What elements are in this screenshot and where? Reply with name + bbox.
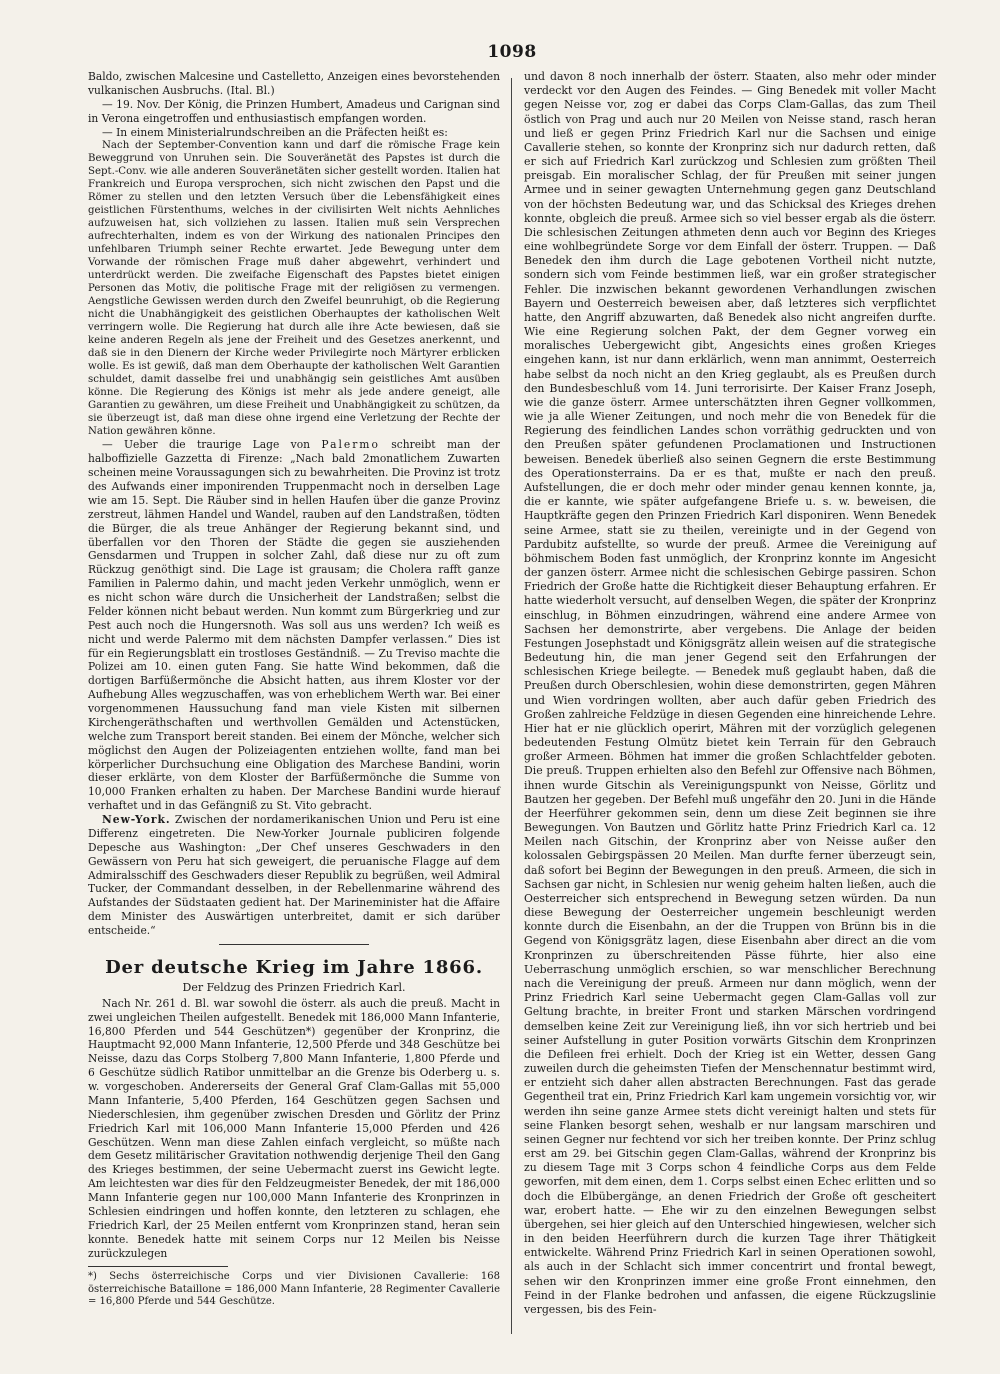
paragraph-palermo (88, 438, 500, 813)
left-column (88, 70, 500, 1309)
palermo-text: schreibt man der halboffizielle Gazzetta di Firenze: „Nach bald 2monatlichem Zuwarten scheinen meine Voraussagungen sich zu bewahrheiten. Die Provinz ist trotz des Aufwands einer imponirenden Truppenmacht noch in derselben Lage wie am 15. Sept. Die Räuber sind in hellen Haufen über die ganze Provinz zerstreut, lähmen Handel und Wandel, rauben auf den Landstraßen, tödten die Bürger, die als treue Anhänger der Regierung bekannt sind, und überfallen vor den Thoren der Städte die gegen sie ausziehenden Gensdarmen und Truppen in solcher Zahl, daß diese nur zu oft zum Rückzug genöthigt sind. Die Lage ist grausam; die Cholera rafft ganze Familien in Palermo dahin, und macht jeden Verkehr unmöglich, wenn er es nicht schon wäre durch die Unsicherheit der Landstraßen; selbst die Felder können nicht bebaut werden. Nun kommt zum Bürgerkrieg und zur Pest auch noch die Hungersnoth. Was soll aus uns werden? Ich weiß es nicht und werde Palermo mit dem nächsten Dampfer verlassen.“ Dies ist für ein Regierungsblatt ein trostloses Geständniß. — Zu Treviso machte die Polizei am 10. einen guten Fang. Sie hatte Wind bekommen, daß die dortigen Barfüßermönche die Absicht hatten, aus ihrem Kloster vor der Aufhebung Alles wegzuschaffen, was von erheblichem Werth war. Bei einer vorgenommenen Haussuchung fand man viele Kisten mit silbernen Kirchengeräthschaften und werthvollen Gemälden und Actenstücken, welche zum Transport bereit standen. Bei einem der Mönche, welcher sich möglichst den Augen der Polizeiagenten entziehen wollte, fand man bei körperlicher Durchsuchung eine Obligation des Marchese Bandini, worin dieser erklärte, von dem Kloster der Barfüßermönche die Summe von 10,000 Franken erhalten zu haben. Der Marchese Bandini wurde hierauf verhaftet und in das Gefängniß zu St. Vito gebracht. (88, 438, 500, 813)
paragraph-vulkan: Baldo, zwischen Malcesine und Castelletto, Anzeigen eines bevorstehenden vulkanischen Ausbruchs. (Ital. Bl.) (88, 70, 500, 97)
section-divider (219, 944, 369, 945)
column-rule (511, 78, 512, 1334)
page-number: 1098 (487, 42, 537, 62)
new-york-text: Zwischen der nordamerikanischen Union und Peru ist eine Differenz eingetreten. Die New-Yorker Journale publiciren folgende Depesche aus Washington: „Der Chef unseres Geschwaders in den Gewässern von Peru hat sich geweigert, die peruanische Flagge auf dem Admiralsschiff des Geschwaders dieser Republik zu begrüßen, weil Admiral Tucker, der Commandant desselben, in der Rebellenmarine während des Aufstandes der Südstaaten gedient hat. Der Marineminister hat die Affaire dem Minister des Auswärtigen unterbreitet, damit er sich darüber entscheide.“ (88, 813, 500, 937)
footnote: *) Sechs österreichische Corps und vier Divisionen Cavallerie: 168 österreichische Bataillone = 186,000 Mann Infanterie, 28 Regimenter Cavallerie = 16,800 Pferde und 544 Geschütze. (88, 1271, 500, 1308)
article-title: Der deutsche Krieg im Jahre 1866. (105, 956, 483, 978)
palermo-place: Palermo (321, 438, 380, 452)
footnote-divider (88, 1266, 228, 1267)
paragraph-new-york (88, 813, 500, 938)
new-york-heading: New-York. (102, 813, 171, 826)
article-paragraph: Nach Nr. 261 d. Bl. war sowohl die österr. als auch die preuß. Macht in zwei ungleichen Theilen aufgestellt. Benedek mit 186,000 Mann Infanterie, 16,800 Pferden und 544 Geschützen*) gegenüber der Kronprinz, die Hauptmacht 92,000 Mann Infanterie, 12,500 Pferde und 348 Geschütze bei Neisse, dazu das Corps Stolberg 7,800 Mann Infanterie, 1,800 Pferde und 6 Geschütze südlich Ratibor unmittelbar an die Grenze bis Oderberg u. s. w. vorgeschoben. Andererseits der General Graf Clam-Gallas mit 55,000 Mann Infanterie, 5,400 Pferden, 164 Geschützen gegen Sachsen und Niederschlesien, ihm gegenüber zwischen Dresden und Görlitz der Prinz Friedrich Karl mit 106,000 Mann Infanterie 15,000 Pferden und 426 Geschützen. Wenn man diese Zahlen einfach vergleicht, so müßte nach dem Gesetz militärischer Gravitation nothwendig derjenige Theil den Gang des Krieges bestimmen, der seine Uebermacht zuerst ins Gewicht legte. Am leichtesten war dies für den Feldzeugmeister Benedek, der mit 186,000 Mann Infanterie gegen nur 100,000 Mann Infanterie des Kronprinzen in Schlesien eindringen und hoffen konnte, den letzteren zu schlagen, ehe Friedrich Karl, der 25 Meilen entfernt vom Kronprinzen stand, heran sein konnte. Benedek hatte mit seinem Corps nur 12 Meilen bis Neisse zurückzulegen (88, 996, 500, 1260)
palermo-lead: — Ueber die traurige Lage von (102, 438, 311, 452)
paragraph-king-verona: — 19. Nov. Der König, die Prinzen Humbert, Amadeus und Carignan sind in Verona eingetroffen und enthusiastisch empfangen worden. (88, 97, 500, 125)
right-column (524, 70, 936, 1317)
paragraph-circular-intro: — In einem Ministerialrundschreiben an die Präfecten heißt es: (102, 125, 448, 139)
newspaper-page (88, 38, 936, 1338)
article-subtitle: Der Feldzug des Prinzen Friedrich Karl. (182, 980, 406, 994)
article-continuation: und davon 8 noch innerhalb der österr. Staaten, also mehr oder minder verdeckt vor den Augen des Feindes. — Ging Benedek mit voller Macht gegen Neisse vor, zog er dabei das Corps Clam-Gallas, das zum Theil östlich von Prag und auch nur 20 Meilen von Neisse stand, rasch heran und ließ er gegen Prinz Friedrich Karl nur die Sachsen und einige Cavallerie stehen, so konnte der Kronprinz sich nur dadurch retten, daß er sich auf Friedrich Karl zurückzog und Schlesien zum größten Theil preisgab. Ein moralischer Schlag, der für Preußen mit seiner jungen Armee und in seiner gewagten Unternehmung gegen ganz Deutschland von der höchsten Bedeutung war, und das Schicksal des Krieges drehen konnte, obgleich die preuß. Armee sich so viel besser ergab als die österr. Die schlesischen Zeitungen athmeten denn auch vor Beginn des Krieges eine wohlbegründete Sorge vor dem Einfall der österr. Truppen. — Daß Benedek den ihm durch die Lage gebotenen Vortheil nicht nutzte, sondern sich vom Feinde bestimmen ließ, war ein großer strategischer Fehler. Die inzwischen bekannt gewordenen Verhandlungen zwischen Bayern und Oesterreich beweisen aber, daß letzteres sich verpflichtet hatte, den Angriff abzuwarten, daß Benedek also nicht angreifen durfte. Wie eine Regierung solchen Pakt, der dem Gegner vorweg ein moralisches Uebergewicht gibt, Angesichts eines großen Krieges eingehen kann, ist nur dann erklärlich, wenn man annimmt, Oesterreich habe selbst da noch nicht an den Krieg geglaubt, als es Preußen durch den Bundesbeschluß vom 14. Juni terrorisirte. Der Kaiser Franz Joseph, wie die ganze österr. Armee unterschätzten ihren Gegner vollkommen, wie ja alle Wiener Zeitungen, und noch mehr die von Benedek für die Regierung des feindlichen Landes schon vorräthig gedruckten und von den Preußen später gefundenen Proclamationen und Instructionen beweisen. Benedek überließ also seinen Gegnern die erste Bestimmung des Operationsterrains. Da er es that, mußte er nach den preuß. Aufstellungen, die er doch mehr oder minder genau kennen konnte, ja, die er kannte, wie später aufgefangene Briefe u. s. w. beweisen, die Hauptkräfte gegen den Prinzen Friedrich Karl disponiren. Wenn Benedek seine Armee, statt sie zu theilen, vereinigte und in der Gegend von Pardubitz aufstellte, so wurde der preuß. Armee die Vereinigung auf böhmischem Boden fast unmöglich, der Kronprinz konnte im Angesicht der ganzen österr. Armee nicht die schlesischen Gebirge passiren. Schon Friedrich der Große hatte die Richtigkeit dieser Behauptung erfahren. Er hatte wiederholt versucht, auf denselben Wegen, die später der Kronprinz einschlug, in Böhmen einzudringen, während eine andere Armee von Sachsen her demonstrirte, aber vergebens. Die Anlage der beiden Festungen Josephstadt und Königsgrätz allein weisen auf die strategische Bedeutung hin, die man jener Gegend seit den Erfahrungen der schlesischen Kriege beilegte. — Benedek muß geglaubt haben, daß die Preußen durch Oberschlesien, wohin diese demonstrirten, gegen Mähren und Wien vordringen wollten, aber auch dafür geben Friedrich des Großen zahlreiche Feldzüge in diesen Gegenden eine hinreichende Lehre. Hier hat er nie glücklich operirt, Mähren mit der vorzüglich gelegenen bedeutenden Festung Olmütz bietet kein Terrain für den Gebrauch großer Armeen. Böhmen hat immer die großen Schlachtfelder geboten. Die preuß. Truppen erhielten also den Befehl zur Offensive nach Böhmen, ihnen wurde Gitschin als Vereinigungspunkt von Neisse, Görlitz und Bautzen her gegeben. Der Befehl muß ungefähr den 20. Juni in die Hände der Heerführer gekommen sein, denn um diese Zeit beginnen sie ihre Bewegungen. Von Bautzen und Görlitz hatte Prinz Friedrich Karl ca. 12 Meilen nach Gitschin, der Kronprinz aber von Neisse außer den kolossalen Gebirgspässen 20 Meilen. Man durfte ferner überzeugt sein, daß sofort bei Beginn der Bewegungen in den preuß. Armeen, die sich in Sachsen gar nicht, in Schlesien nur wenig geheim halten ließen, auch die Oesterreicher sich entsprechend in Bewegung setzen würden. Da nun diese Bewegung der Oesterreicher ungemein beschleunigt werden konnte durch die Eisenbahn, an der die Truppen von Brünn bis in die Gegend von Königsgrätz lagen, diese Eisenbahn aber direct an die vom Kronprinzen zu überschreitenden Pässe führte, hier also eine Ueberraschung unmöglich erschien, so war menschlicher Berechnung nach die Vereinigung der preuß. Armeen nur dann möglich, wenn der Prinz Friedrich Karl seine Uebermacht gegen Clam-Gallas voll zur Geltung brachte, in breiter Front und starken Märschen vordringend demselben keine Zeit zur Vereinigung ließ, ihn vor sich hertrieb und bei seiner Aufstellung in guter Position vorwärts Gitschin dem Kronprinzen die Defileen frei erhielt. Doch der Krieg ist ein Wetter, dessen Gang zuweilen durch die geheimsten Tiefen der Menschennatur bestimmt wird, er entzieht sich daher allen abstracten Berechnungen. Fast das gerade Gegentheil trat ein, Prinz Friedrich Karl kam ungemein vorsichtig vor, wir werden ihn seine ganze Armee stets dicht vereinigt halten und stets für seine Flanken besorgt sehen, weshalb er nur langsam marschiren und seinen Gegner nur fechtend vor sich her treiben konnte. Der Prinz schlug erst am 29. bei Gitschin gegen Clam-Gallas, während der Kronprinz bis zu diesem Tage mit 3 Corps schon 4 feindliche Corps aus dem Felde geworfen, mit dem einen, dem 1. Corps selbst einen Echec erlitten und so doch die Elbübergänge, an denen Friedrich der Große oft gescheitert war, erobert hatte. — Ehe wir zu den einzelnen Bewegungen selbst übergehen, sei hier gleich auf den Unterschied hingewiesen, welcher sich in den beiden Heerführern durch die kurzen Tage ihrer Thätigkeit entwickelte. Während Prinz Friedrich Karl in seinen Operationen sowohl, als auch in der Schlacht sich immer concentrirt und frontal bewegt, sehen wir den Kronprinzen immer eine große Front einnehmen, den Feind in der Flanke bedrohen und anfassen, die eigene Rückzugslinie vergessen, bis des Fein- (524, 70, 936, 1316)
paragraph-circular-quote: Nach der September-Convention kann und darf die römische Frage kein Beweggrund von Unruhen sein. Die Souveränetät des Papstes ist durch die Sept.-Conv. wie alle anderen Souveränetäten sicher gestellt worden. Italien hat Frankreich und Europa versprochen, sich nicht zwischen den Papst und die Römer zu stellen und den letzten Versuch über die Lebensfähigkeit eines geistlichen Fürstenthums, welches in der civilisirten Welt nichts Aehnliches aufzuweisen hat, sich vollziehen zu lassen. Italien muß sein Versprechen aufrechterhalten, indem es von der Wirkung des nationalen Principes den unfehlbaren Triumph seiner Rechte erwartet. Jede Bewegung unter dem Vorwande der römischen Frage muß daher abgewehrt, verhindert und unterdrückt werden. Die zweifache Eigenschaft des Papstes bietet einigen Personen das Motiv, die politische Frage mit der religiösen zu vermengen. Aengstliche Gewissen werden durch den Zweifel beunruhigt, ob die Regierung nicht die Unabhängigkeit des geistlichen Oberhauptes der katholischen Welt verringern wolle. Die Regierung hat durch alle ihre Acte bewiesen, daß sie keine anderen Regeln als jene der Freiheit und des Gesetzes anerkennt, und daß sie in den Dienern der Kirche weder Privilegirte noch Märtyrer erblicken wolle. Es ist gewiß, daß man dem Oberhaupte der katholischen Welt Garantien schuldet, damit dasselbe frei und unabhängig sein geistliches Amt ausüben könne. Die Regierung des Königs ist mehr als jede andere geneigt, alle Garantien zu gewähren, um diese Freiheit und Unabhängigkeit zu schützen, da sie überzeugt ist, daß man diese ohne irgend eine Verletzung der Rechte der Nation gewähren könne. (88, 140, 500, 438)
